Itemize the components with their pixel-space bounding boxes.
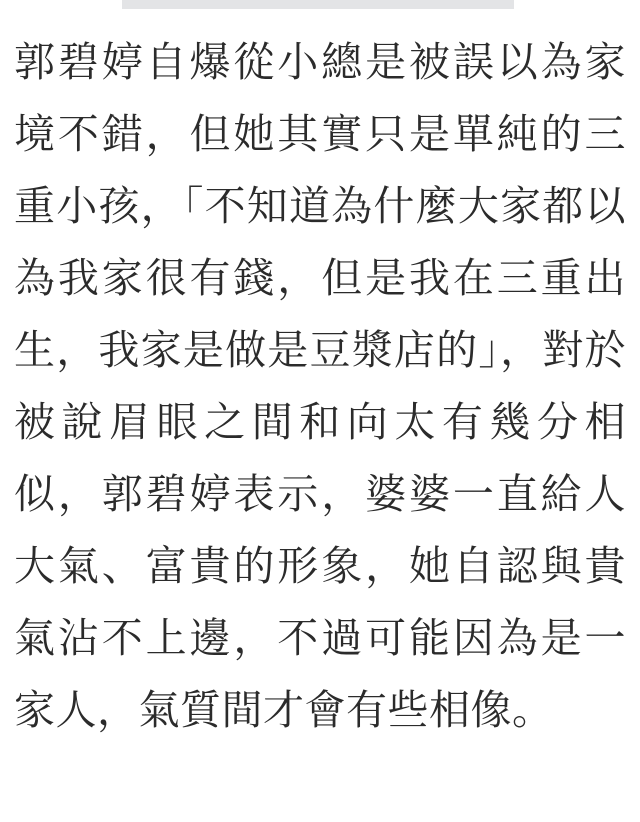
article-container bbox=[14, 26, 626, 746]
top-gray-band bbox=[122, 0, 514, 9]
bottom-strip bbox=[0, 810, 640, 822]
top-strip bbox=[0, 0, 640, 14]
article-body-text: 郭碧婷自爆從小總是被誤以為家境不錯，但她其實只是單純的三重小孩，「不知道為什麼大家都以為我家很有錢，但是我在三重出生，我家是做是豆漿店的」，對於被說眉眼之間和向太有幾分相似，郭碧婷表示，婆婆一直給人大氣、富貴的形象，她自認與貴氣沾不上邊，不過可能因為是一家人，氣質間才會有些相像。 bbox=[14, 38, 626, 734]
